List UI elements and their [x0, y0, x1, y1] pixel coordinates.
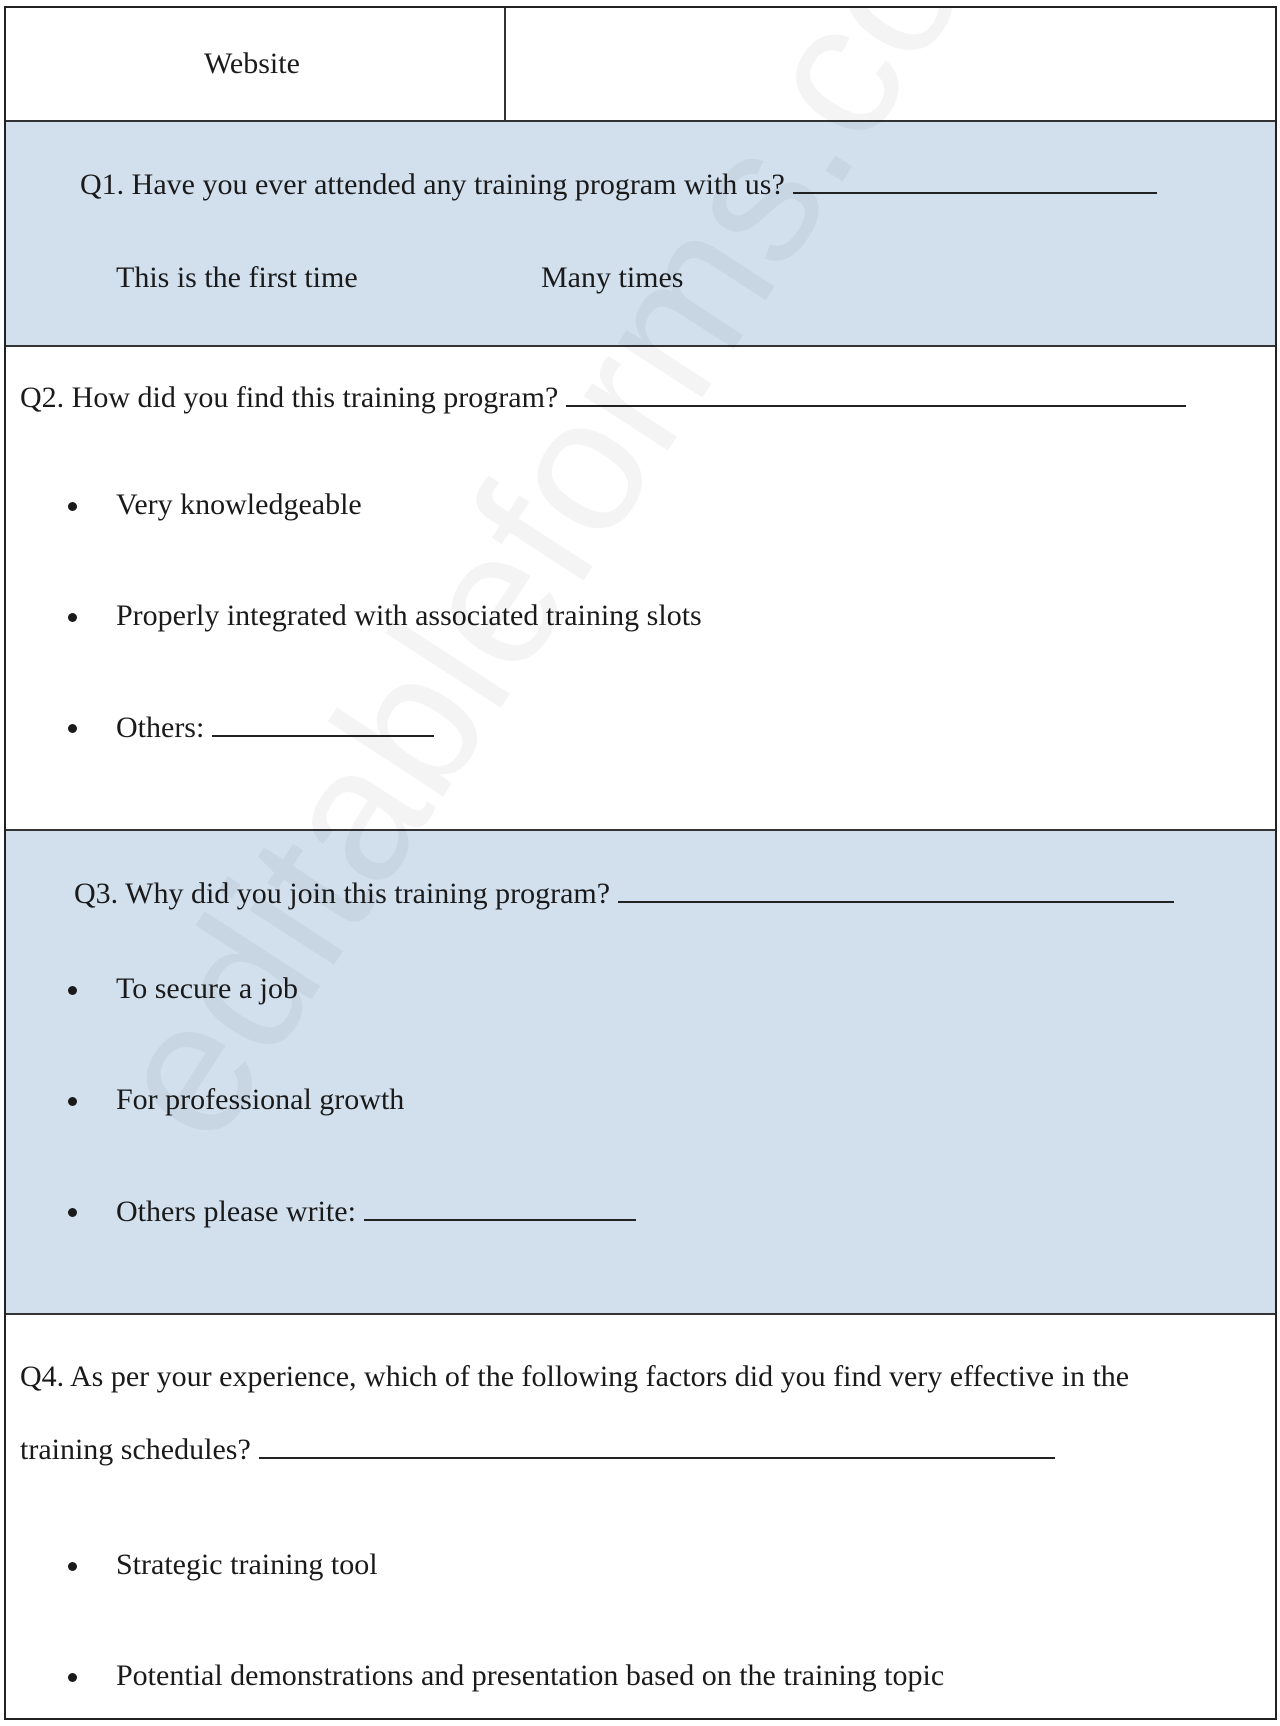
q4-answer-blank[interactable]	[259, 1431, 1055, 1459]
q4-question-line2: training schedules?	[20, 1431, 1055, 1468]
q3-bullet-3	[68, 1208, 77, 1217]
website-label-cell	[6, 8, 506, 120]
q1-option-first-time[interactable]: This is the first time	[116, 261, 358, 294]
q4-question-line1: Q4. As per your experience, which of the following factors did you find very effective in the	[20, 1360, 1130, 1393]
q3-option-1[interactable]: To secure a job	[116, 972, 298, 1005]
website-label: Website	[204, 47, 300, 80]
q2-option-1[interactable]: Very knowledgeable	[116, 488, 362, 521]
q3-section	[6, 829, 1275, 1313]
q3-bullet-2	[68, 1097, 77, 1106]
q3-option-2[interactable]: For professional growth	[116, 1083, 405, 1116]
q4-option-2[interactable]: Potential demonstrations and presentation based on the training topic	[116, 1659, 945, 1692]
q2-others-blank[interactable]	[212, 709, 434, 737]
q4-option-1[interactable]: Strategic training tool	[116, 1548, 378, 1581]
q4-section	[6, 1313, 1275, 1720]
q2-answer-blank[interactable]	[566, 379, 1186, 407]
q3-others-blank[interactable]	[364, 1193, 636, 1221]
q2-option-3: Others:	[116, 709, 434, 746]
website-input[interactable]	[506, 8, 1275, 120]
q2-bullet-2	[68, 613, 77, 622]
q3-option-3: Others please write:	[116, 1193, 636, 1230]
q4-bullet-1	[68, 1562, 77, 1571]
q1-answer-blank[interactable]	[793, 166, 1157, 194]
q1-question: Q1. Have you ever attended any training program with us?	[80, 166, 1157, 203]
q1-section	[6, 120, 1275, 345]
q2-bullet-1	[68, 502, 77, 511]
website-row	[6, 8, 1275, 120]
q2-question: Q2. How did you find this training program?	[20, 379, 1186, 416]
q2-section	[6, 345, 1275, 829]
feedback-form	[4, 6, 1277, 1720]
q2-bullet-3	[68, 724, 77, 733]
q1-option-many-times[interactable]: Many times	[541, 261, 684, 294]
q3-bullet-1	[68, 986, 77, 995]
q2-option-2[interactable]: Properly integrated with associated training slots	[116, 599, 702, 632]
q4-bullet-2	[68, 1673, 77, 1682]
q3-question: Q3. Why did you join this training program?	[74, 875, 1174, 912]
q3-answer-blank[interactable]	[618, 875, 1174, 903]
